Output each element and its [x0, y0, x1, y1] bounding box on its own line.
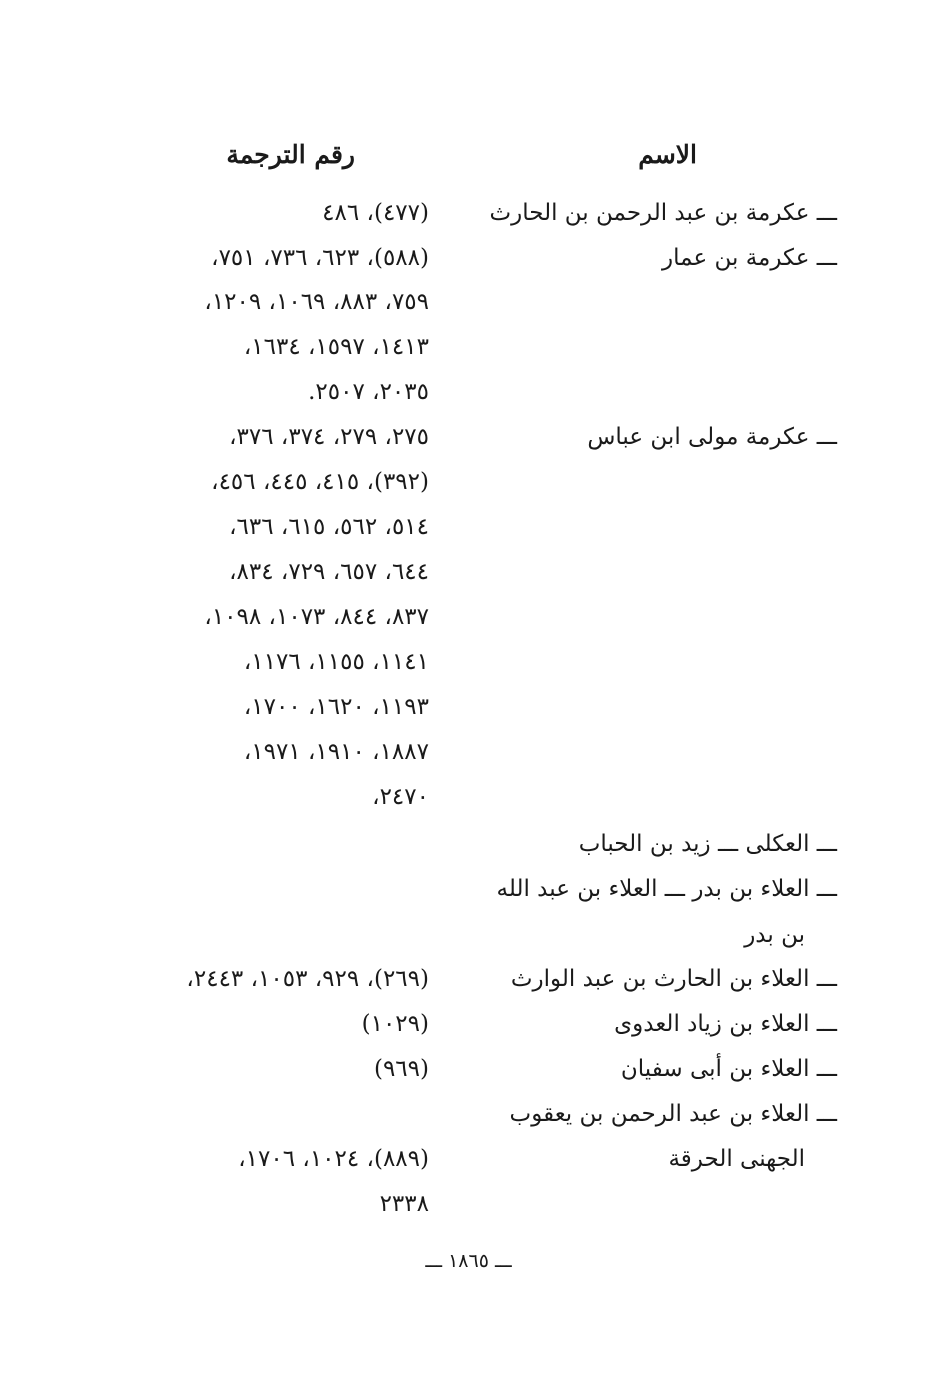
entry-numbers: (١٠٢٩)	[361, 1011, 429, 1037]
entry-name: ـــ العلاء بن الحارث بن عبد الوارث	[510, 966, 837, 992]
name-column-header: الاسم	[638, 140, 697, 169]
entry-name: ـــ العلاء بن عبد الرحمن بن يعقوب	[509, 1101, 837, 1127]
number-column-header: رقم الترجمة	[226, 140, 355, 169]
entry-numbers: ٢٣٣٨	[379, 1191, 429, 1217]
entry-numbers: ١١٩٣، ١٦٢٠، ١٧٠٠،	[243, 694, 429, 720]
entry-numbers: ٢٠٣٥، ٢٥٠٧.	[308, 379, 429, 405]
entry-name-continuation: الجهنى الحرقة	[668, 1146, 805, 1172]
entry-name: ـــ عكرمة بن عبد الرحمن بن الحارث	[489, 200, 837, 226]
entry-numbers: ١١٤١، ١١٥٥، ١١٧٦،	[243, 649, 429, 675]
entry-numbers: ٧٥٩، ٨٨٣، ١٠٦٩، ١٢٠٩،	[204, 289, 429, 315]
entry-numbers: (٢٦٩)، ٩٢٩، ١٠٥٣، ٢٤٤٣،	[186, 966, 429, 992]
entry-numbers: ١٨٨٧، ١٩١٠، ١٩٧١،	[243, 739, 429, 765]
entry-numbers: (٥٨٨)، ٦٢٣، ٧٣٦، ٧٥١،	[211, 245, 429, 271]
entry-numbers: ٥١٤، ٥٦٢، ٦١٥، ٦٣٦،	[229, 514, 429, 540]
entry-numbers: ٢٧٥، ٢٧٩، ٣٧٤، ٣٧٦،	[229, 424, 429, 450]
page-number: ـــ ١٨٦٥ ـــ	[425, 1250, 512, 1272]
entry-numbers: (٨٨٩)، ١٠٢٤، ١٧٠٦،	[238, 1146, 429, 1172]
entry-numbers: ٢٤٧٠،	[372, 784, 429, 810]
entry-name: ـــ العلاء بن أبى سفيان	[620, 1056, 837, 1082]
entry-name: ـــ عكرمة مولى ابن عباس	[587, 424, 837, 450]
entry-numbers: (٣٩٢)، ٤١٥، ٤٤٥، ٤٥٦،	[211, 469, 429, 495]
entry-name: ـــ العكلى ـــ زيد بن الحباب	[578, 831, 837, 857]
entry-name: ـــ العلاء بن زياد العدوى	[614, 1011, 837, 1037]
entry-name: ـــ العلاء بن بدر ـــ العلاء بن عبد الله	[496, 876, 837, 902]
entry-numbers: ٨٣٧، ٨٤٤، ١٠٧٣، ١٠٩٨،	[204, 604, 429, 630]
entry-name-continuation: بن بدر	[744, 922, 805, 948]
entry-numbers: ١٤١٣، ١٥٩٧، ١٦٣٤،	[243, 334, 429, 360]
entry-numbers: (٩٦٩)	[373, 1056, 429, 1082]
entry-numbers: ٦٤٤، ٦٥٧، ٧٢٩، ٨٣٤،	[229, 559, 429, 585]
entry-numbers: (٤٧٧)، ٤٨٦	[322, 200, 429, 226]
entry-name: ـــ عكرمة بن عمار	[662, 245, 837, 271]
